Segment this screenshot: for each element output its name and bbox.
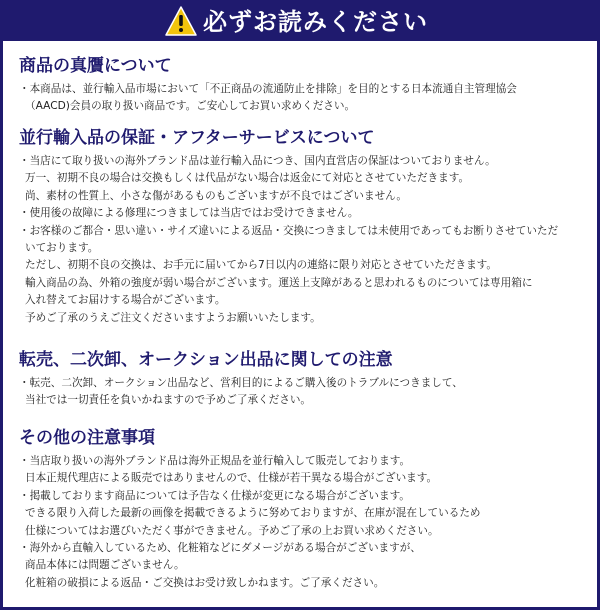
text-line: ・海外から直輸入しているため、化粧箱などにダメージがある場合がございますが、 (19, 542, 421, 555)
text-line: 商品本体には問題ございません。 (25, 559, 185, 572)
header-bar (3, 3, 597, 41)
section-warranty (19, 127, 591, 327)
text-line: ・掲載しております商品については予告なく仕様が変更になる場合がございます。 (19, 489, 410, 502)
text-line: 仕様についてはお選びいただく事ができません。予めご了承の上お買い求めください。 (25, 524, 439, 537)
text-line: 予めご了承のうえご注文くださいますようお願いいたします。 (25, 311, 321, 324)
text-line: 万一、初期不良の場合は交換もしくは代品がない場合は返金にて対応とさせていただきます。 (25, 172, 470, 185)
text-line: 当社では一切責任を負いかねますので予めご了承ください。 (25, 394, 312, 407)
text-line: ・使用後の故障による修理につきましては当店ではお受けできません。 (19, 207, 359, 220)
text-line: 化粧箱の破損による返品・ご交換はお受け致しかねます。ご了承ください。 (25, 576, 385, 589)
text-line: （AACD)会員の取り扱い商品です。ご安心してお買い求めください。 (25, 100, 356, 113)
section-title: 商品の真贋について (19, 56, 172, 76)
text-line: ・本商品は、並行輸入品市場において「不正商品の流通防止を排除」を目的とする日本流通自主管理協会 (19, 83, 517, 95)
text-line: ただし、初期不良の交換は、お手元に届いてから7日以内の連絡に限り対応とさせていただきます。 (25, 259, 498, 272)
section-title: 並行輸入品の保証・アフターサービスについて (19, 128, 375, 148)
page-title: 必ずお読みください (203, 8, 428, 36)
text-line: 尚、素材の性質上、小さな傷があるものもございますが不良ではございません。 (25, 189, 408, 202)
text-line: 輸入商品の為、外箱の強度が弱い場合がございます。運送上支障があると思われるものについては専用箱に (25, 276, 533, 289)
text-line: できる限り入荷した最新の画像を掲載できるように努めておりますが、在庫が混在しているため (25, 507, 481, 520)
text-line: 入れ替えてお届けする場合がございます。 (25, 294, 226, 307)
warning-icon (165, 6, 197, 36)
section-authenticity (19, 55, 591, 116)
text-line: いております。 (25, 242, 99, 255)
text-line: ・転売、二次卸、オークション出品など、営利目的によるご購入後のトラブルにつきまして、 (19, 377, 463, 389)
section-title: 転売、二次卸、オークション出品に関しての注意 (19, 350, 393, 370)
section-title: その他の注意事項 (19, 428, 155, 448)
text-line: ・お客様のご都合・思い違い・サイズ違いによる返品・交換につきましては未使用であってもお断りさせていただ (19, 224, 559, 237)
text-line: ・当店取り扱いの海外ブランド品は海外正規品を並行輸入して販売しております。 (19, 455, 411, 467)
text-line: ・当店にて取り扱いの海外ブランド品は並行輸入品につき、国内直営店の保証はついておりません。 (19, 155, 496, 167)
text-line: 日本正規代理店による販売ではありませんので、仕様が若干異なる場合がございます。 (25, 472, 438, 485)
section-other-notes (19, 427, 591, 592)
section-resale (19, 349, 591, 410)
